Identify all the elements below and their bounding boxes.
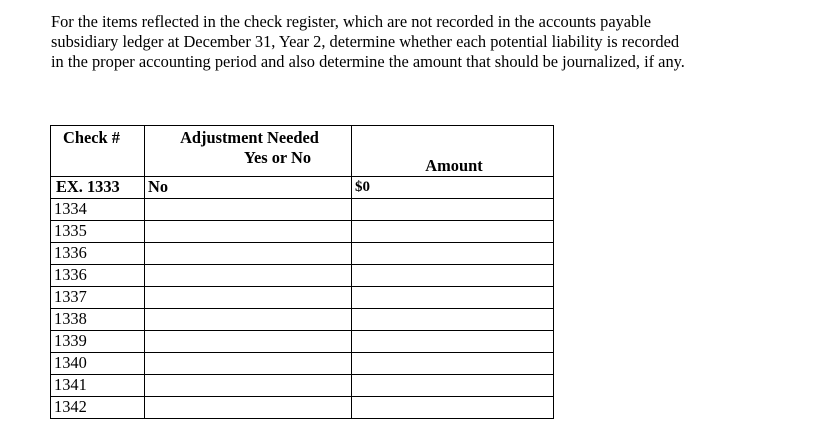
amount-answer-cell[interactable]	[352, 375, 554, 397]
amount-answer-cell[interactable]	[352, 309, 554, 331]
adjustment-answer-cell[interactable]	[145, 375, 352, 397]
adjustment-answer-cell[interactable]	[145, 199, 352, 221]
example-adjustment-cell: No	[145, 177, 352, 199]
check-number-cell: 1342	[51, 397, 145, 419]
amount-answer-cell[interactable]	[352, 331, 554, 353]
table-header-row	[51, 126, 554, 177]
header-adjustment-line2: Yes or No	[243, 148, 312, 167]
check-adjustment-table	[50, 125, 554, 419]
check-number-cell: 1339	[51, 331, 145, 353]
table-row	[51, 199, 554, 221]
check-number-cell: 1334	[51, 199, 145, 221]
header-adjustment-line1: Adjustment Needed	[180, 128, 319, 147]
instructions-paragraph	[51, 12, 811, 72]
header-amount: Amount	[352, 126, 554, 177]
adjustment-answer-cell[interactable]	[145, 397, 352, 419]
header-adjustment-needed	[145, 126, 352, 177]
check-number-cell: 1336	[51, 265, 145, 287]
adjustment-answer-cell[interactable]	[145, 221, 352, 243]
instructions-line: in the proper accounting period and also determine the amount that should be journalized, if any.	[51, 52, 685, 71]
amount-answer-cell[interactable]	[352, 265, 554, 287]
adjustment-answer-cell[interactable]	[145, 353, 352, 375]
amount-answer-cell[interactable]	[352, 397, 554, 419]
adjustment-answer-cell[interactable]	[145, 309, 352, 331]
adjustment-answer-cell[interactable]	[145, 243, 352, 265]
amount-answer-cell[interactable]	[352, 199, 554, 221]
adjustment-answer-cell[interactable]	[145, 287, 352, 309]
table-row	[51, 353, 554, 375]
amount-answer-cell[interactable]	[352, 243, 554, 265]
amount-answer-cell[interactable]	[352, 221, 554, 243]
check-number-cell: 1336	[51, 243, 145, 265]
table-row	[51, 287, 554, 309]
table-row	[51, 331, 554, 353]
table-row	[51, 221, 554, 243]
instructions-line: For the items reflected in the check register, which are not recorded in the accounts payable	[51, 12, 652, 31]
adjustment-answer-cell[interactable]	[145, 331, 352, 353]
check-number-cell: 1341	[51, 375, 145, 397]
instructions-line: subsidiary ledger at December 31, Year 2, determine whether each potential liability is recorded	[51, 32, 680, 51]
table-row	[51, 243, 554, 265]
amount-answer-cell[interactable]	[352, 287, 554, 309]
amount-answer-cell[interactable]	[352, 353, 554, 375]
check-number-cell: 1338	[51, 309, 145, 331]
adjustment-answer-cell[interactable]	[145, 265, 352, 287]
example-amount-cell: $0	[352, 177, 554, 199]
check-number-cell: 1335	[51, 221, 145, 243]
example-check-cell: EX. 1333	[51, 177, 145, 199]
table-row	[51, 397, 554, 419]
table-row	[51, 375, 554, 397]
table-row	[51, 309, 554, 331]
check-number-cell: 1337	[51, 287, 145, 309]
header-check-number: Check #	[51, 126, 145, 177]
table-row	[51, 265, 554, 287]
check-number-cell: 1340	[51, 353, 145, 375]
example-row	[51, 177, 554, 199]
